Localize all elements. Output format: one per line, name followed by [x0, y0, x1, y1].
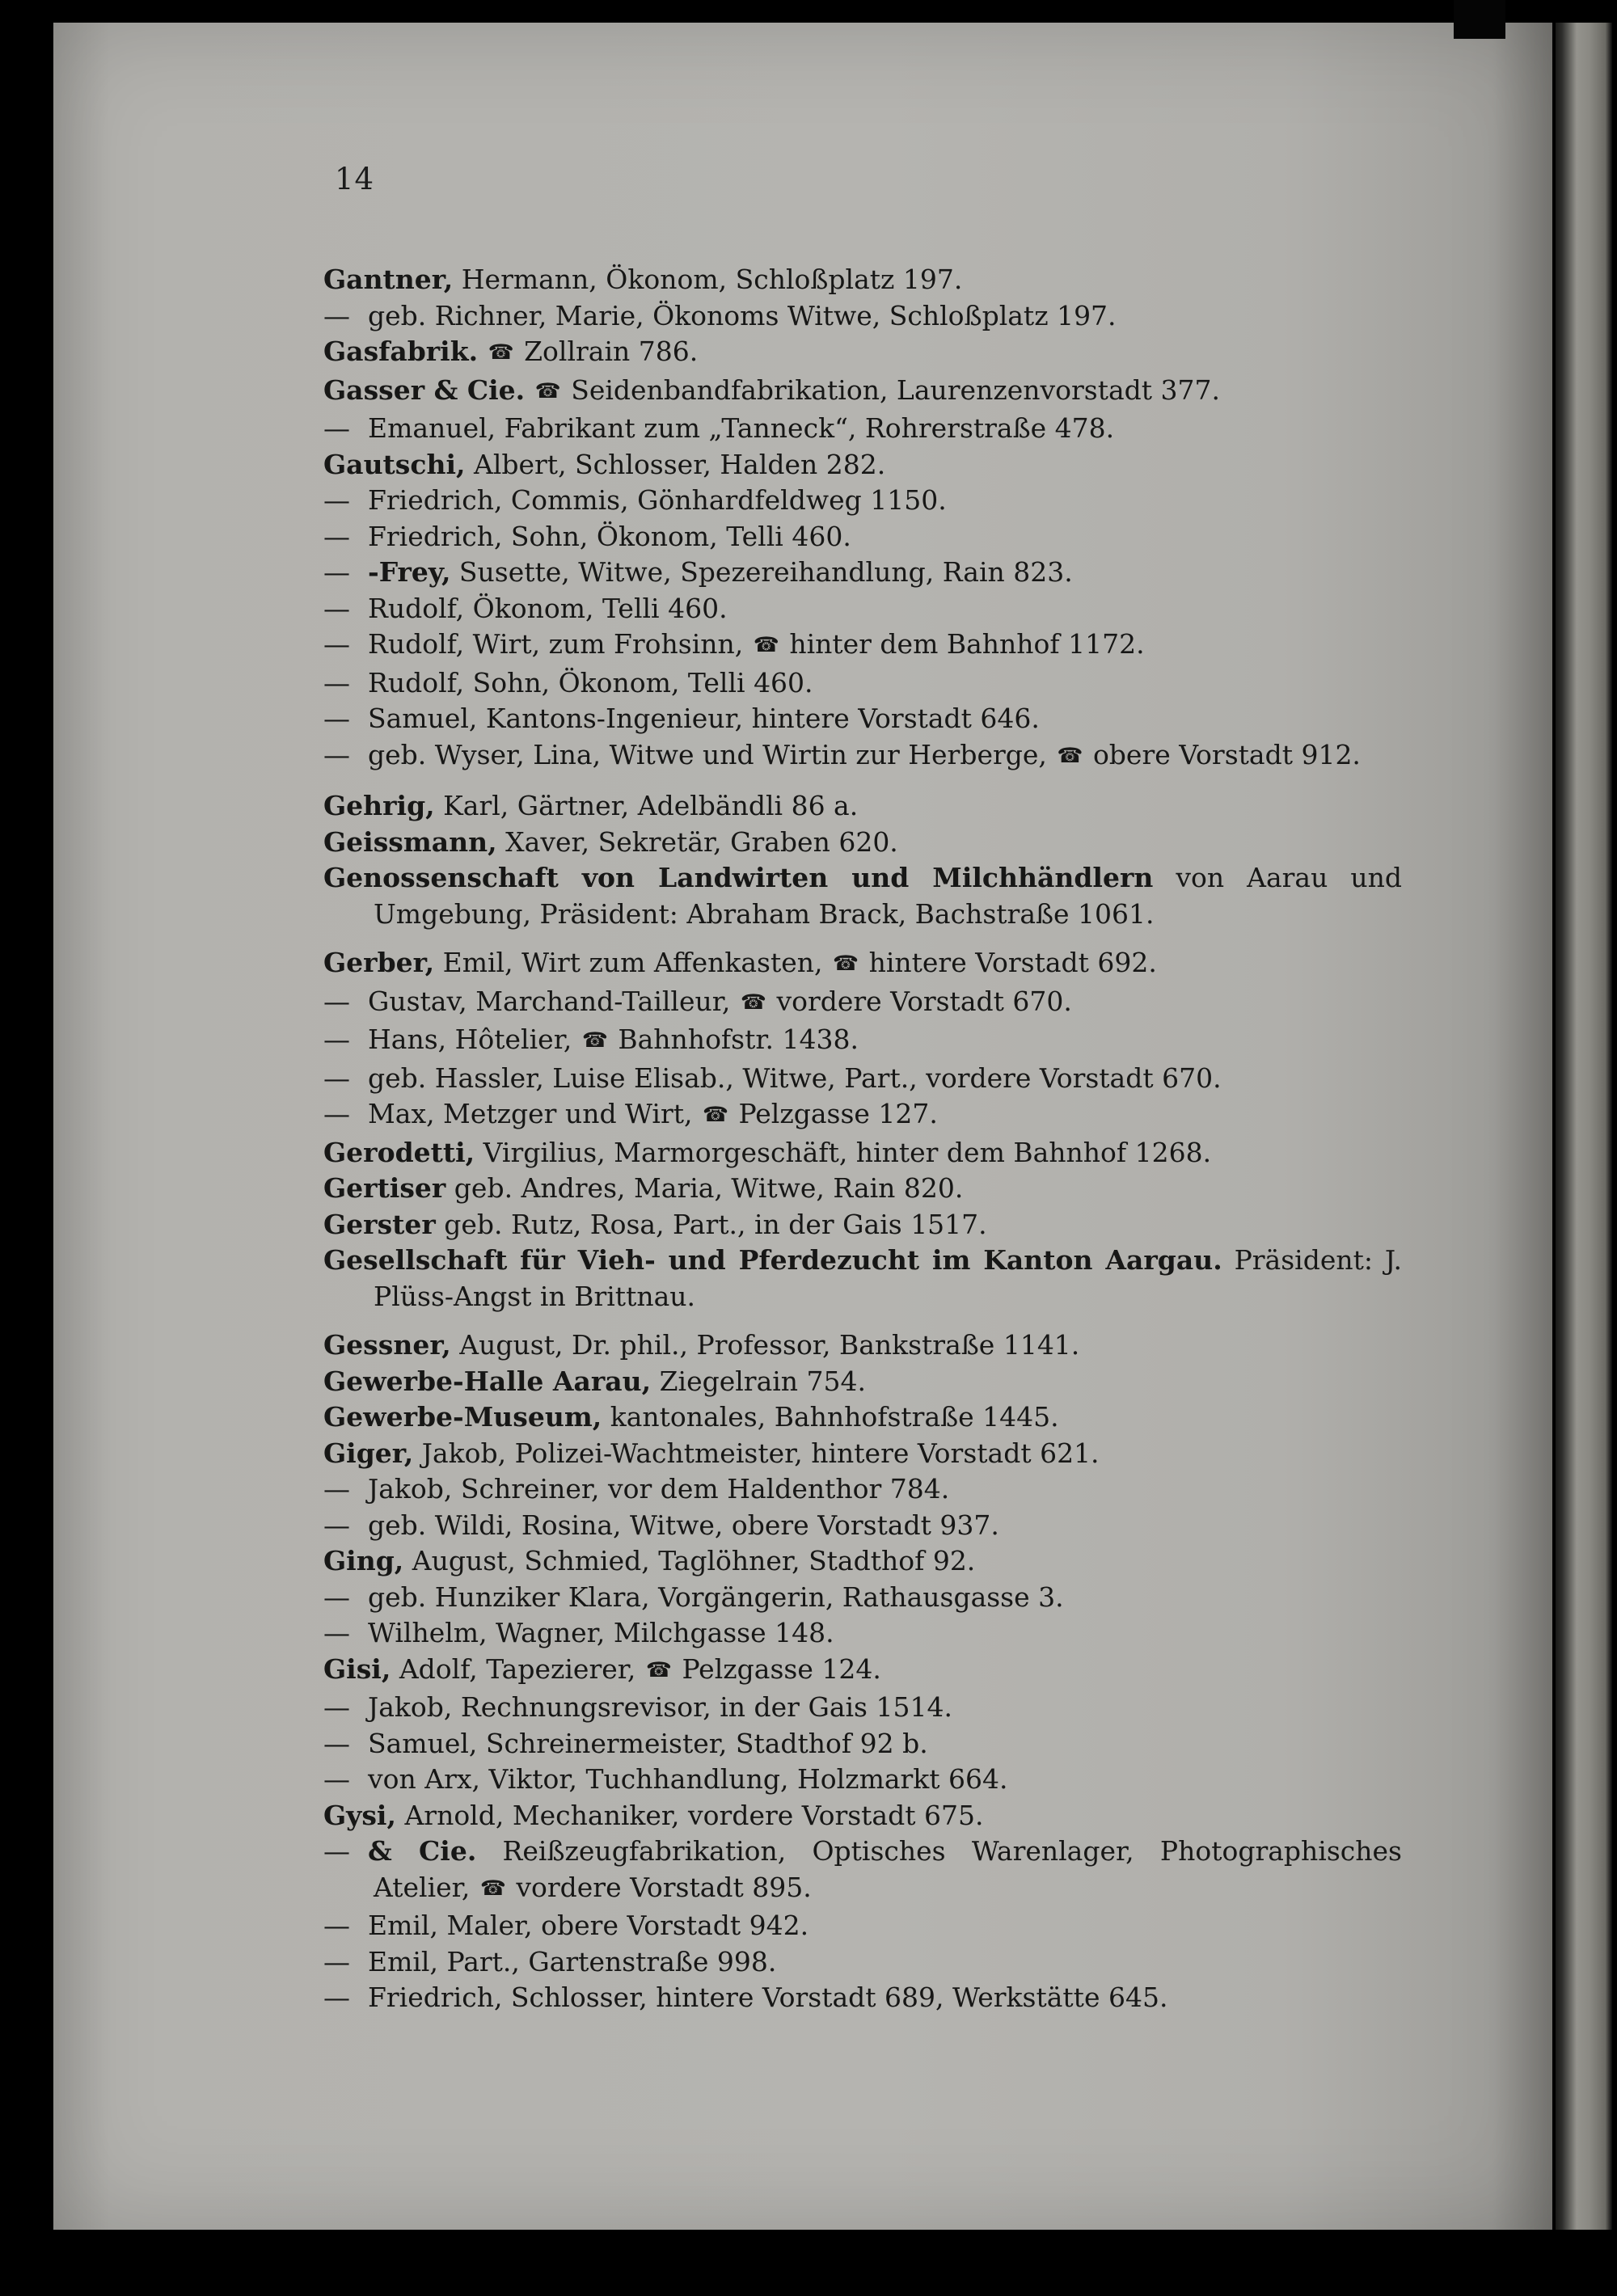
repeat-dash: — [323, 520, 350, 552]
repeat-dash: — [323, 703, 350, 734]
repeat-dash: — [323, 592, 350, 624]
directory-entry: Gautschi, Albert, Schlosser, Halden 282. [323, 448, 886, 480]
entry-name: Gerster [323, 1208, 436, 1240]
entry-name: -Frey, [368, 556, 451, 588]
directory-entry: Giger, Jakob, Polizei-Wachtmeister, hintere Vorstadt 621. [323, 1437, 1100, 1469]
entry-name: Gerodetti, [323, 1136, 475, 1168]
directory-entry: — Friedrich, Sohn, Ökonom, Telli 460. [323, 520, 851, 552]
telephone-icon: ☎ [702, 1103, 729, 1127]
repeat-dash: — [323, 666, 350, 699]
scan-corner-notch [1454, 0, 1505, 39]
repeat-dash: — [323, 1473, 350, 1505]
directory-entry: — geb. Wyser, Lina, Witwe und Wirtin zur Herberge, ☎ obere Vorstadt 912. [323, 738, 1361, 770]
directory-entry: — Samuel, Schreinermeister, Stadthof 92 b. [323, 1727, 928, 1759]
entry-name: Gertiser [323, 1172, 446, 1204]
scanned-page [53, 23, 1552, 2230]
scan-border-bottom [0, 2230, 1617, 2296]
directory-list [323, 262, 1402, 2016]
directory-entry: Gisi, Adolf, Tapezierer, ☎ Pelzgasse 124. [323, 1652, 881, 1685]
entry-name: Giger, [323, 1437, 414, 1469]
directory-entry: Gasfabrik. ☎ Zollrain 786. [323, 336, 699, 367]
directory-entry: — & Cie. Reißzeugfabrikation, Optisches Warenlager, Photographisches Atelier, ☎ vordere Vorstadt 895. [323, 1835, 1402, 1903]
repeat-dash: — [323, 1727, 350, 1759]
telephone-icon: ☎ [645, 1657, 672, 1682]
directory-entry: — Friedrich, Schlosser, hintere Vorstadt 689, Werkstätte 645. [323, 1982, 1168, 2013]
repeat-dash: — [323, 1098, 350, 1129]
telephone-icon: ☎ [479, 1876, 506, 1901]
directory-entry: — Gustav, Marchand-Tailleur, ☎ vordere Vorstadt 670. [323, 985, 1072, 1017]
entry-name: Gewerbe-Halle Aarau, [323, 1365, 652, 1397]
entry-name: Ging, [323, 1545, 404, 1576]
repeat-dash: — [323, 1691, 350, 1723]
directory-entry: — Wilhelm, Wagner, Milchgasse 148. [323, 1617, 834, 1648]
directory-entry: Gessner, August, Dr. phil., Professor, Bankstraße 1141. [323, 1329, 1080, 1361]
directory-entry: Ging, August, Schmied, Taglöhner, Stadthof 92. [323, 1545, 976, 1576]
directory-entry: — Jakob, Rechnungsrevisor, in der Gais 1514. [323, 1691, 952, 1723]
directory-entry: Gertiser geb. Andres, Maria, Witwe, Rain 820. [323, 1172, 964, 1204]
entry-name: Gasser & Cie. [323, 374, 526, 406]
page-number: 14 [335, 162, 375, 196]
repeat-dash: — [323, 985, 350, 1017]
directory-entry: — Friedrich, Commis, Gönhardfeldweg 1150. [323, 484, 947, 516]
directory-entry: Gerber, Emil, Wirt zum Affenkasten, ☎ hintere Vorstadt 692. [323, 947, 1157, 978]
directory-entry: — geb. Richner, Marie, Ökonoms Witwe, Schloßplatz 197. [323, 299, 1117, 331]
entry-name: Gesellschaft für Vieh- und Pferdezucht im Kanton Aargau. [323, 1244, 1222, 1276]
directory-entry: — geb. Hunziker Klara, Vorgängerin, Rathausgasse 3. [323, 1581, 1064, 1613]
telephone-icon: ☎ [833, 952, 859, 976]
directory-entry: — -Frey, Susette, Witwe, Spezereihandlung, Rain 823. [323, 556, 1073, 588]
directory-entry: Genossenschaft von Landwirten und Milchhändlern von Aarau und Umgebung, Präsident: Abraham Brack, Bachstraße 1061. [323, 862, 1402, 930]
repeat-dash: — [323, 412, 350, 444]
next-page-edge [1556, 23, 1612, 2230]
entry-name: Gasfabrik. [323, 336, 479, 367]
directory-entry: — geb. Hassler, Luise Elisab., Witwe, Part., vordere Vorstadt 670. [323, 1061, 1222, 1094]
directory-entry: Gerster geb. Rutz, Rosa, Part., in der Gais 1517. [323, 1208, 987, 1240]
directory-entry: — Rudolf, Ökonom, Telli 460. [323, 592, 728, 624]
directory-entry: — geb. Wildi, Rosina, Witwe, obere Vorstadt 937. [323, 1509, 999, 1541]
telephone-icon: ☎ [581, 1028, 608, 1053]
entry-name: Gisi, [323, 1652, 391, 1685]
repeat-dash: — [323, 484, 350, 516]
entry-name: Geissmann, [323, 825, 497, 858]
directory-entry: Gerodetti, Virgilius, Marmorgeschäft, hinter dem Bahnhof 1268. [323, 1136, 1212, 1168]
entry-name: Gerber, [323, 947, 435, 978]
directory-entry: Gehrig, Karl, Gärtner, Adelbändli 86 a. [323, 790, 859, 821]
directory-entry: — Emil, Maler, obere Vorstadt 942. [323, 1910, 809, 1941]
directory-entry: Geissmann, Xaver, Sekretär, Graben 620. [323, 825, 898, 858]
scan-border-left [0, 0, 53, 2296]
entry-name: Gewerbe-Museum, [323, 1401, 602, 1433]
repeat-dash: — [323, 738, 350, 770]
directory-entry: Gewerbe-Museum, kantonales, Bahnhofstraße 1445. [323, 1401, 1059, 1433]
repeat-dash: — [323, 1835, 350, 1867]
telephone-icon: ☎ [1057, 743, 1083, 768]
repeat-dash: — [323, 556, 350, 588]
repeat-dash: — [323, 1061, 350, 1094]
repeat-dash: — [323, 1763, 350, 1795]
directory-entry: — Jakob, Schreiner, vor dem Haldenthor 784. [323, 1473, 950, 1505]
entry-name: Gessner, [323, 1329, 451, 1361]
repeat-dash: — [323, 1509, 350, 1541]
entry-name: Gantner, [323, 264, 454, 295]
repeat-dash: — [323, 628, 350, 660]
directory-entry: Gewerbe-Halle Aarau, Ziegelrain 754. [323, 1365, 867, 1397]
repeat-dash: — [323, 1945, 350, 1977]
directory-entry: — Emanuel, Fabrikant zum „Tanneck“, Rohrerstraße 478. [323, 412, 1115, 444]
scan-border-right [1612, 0, 1617, 2296]
entry-name: & Cie. [368, 1835, 477, 1867]
directory-entry: — Samuel, Kantons-Ingenieur, hintere Vorstadt 646. [323, 703, 1040, 734]
entry-name: Gautschi, [323, 448, 466, 480]
directory-entry: Gesellschaft für Vieh- und Pferdezucht im Kanton Aargau. Präsident: J. Plüss-Angst in Brittnau. [323, 1244, 1402, 1312]
directory-entry: — Emil, Part., Gartenstraße 998. [323, 1945, 777, 1977]
telephone-icon: ☎ [753, 633, 779, 657]
repeat-dash: — [323, 1023, 350, 1055]
repeat-dash: — [323, 1982, 350, 2013]
repeat-dash: — [323, 1910, 350, 1941]
directory-entry: — Rudolf, Wirt, zum Frohsinn, ☎ hinter dem Bahnhof 1172. [323, 628, 1145, 660]
repeat-dash: — [323, 1617, 350, 1648]
directory-entry: — Max, Metzger und Wirt, ☎ Pelzgasse 127. [323, 1098, 938, 1129]
directory-entry: Gasser & Cie. ☎ Seidenbandfabrikation, Laurenzenvorstadt 377. [323, 374, 1221, 406]
directory-entry: Gantner, Hermann, Ökonom, Schloßplatz 197. [323, 264, 963, 295]
repeat-dash: — [323, 299, 350, 331]
entry-name: Gehrig, [323, 790, 435, 821]
directory-entry: Gysi, Arnold, Mechaniker, vordere Vorstadt 675. [323, 1799, 984, 1831]
telephone-icon: ☎ [488, 340, 514, 365]
telephone-icon: ☎ [740, 990, 766, 1015]
directory-entry: — Hans, Hôtelier, ☎ Bahnhofstr. 1438. [323, 1023, 859, 1055]
telephone-icon: ☎ [534, 378, 561, 403]
scan-border-top [0, 0, 1617, 23]
entry-name: Gysi, [323, 1799, 396, 1831]
repeat-dash: — [323, 1581, 350, 1613]
entry-name: Genossenschaft von Landwirten und Milchhändlern [323, 862, 1154, 893]
directory-entry: — von Arx, Viktor, Tuchhandlung, Holzmarkt 664. [323, 1763, 1008, 1795]
directory-entry: — Rudolf, Sohn, Ökonom, Telli 460. [323, 666, 813, 699]
